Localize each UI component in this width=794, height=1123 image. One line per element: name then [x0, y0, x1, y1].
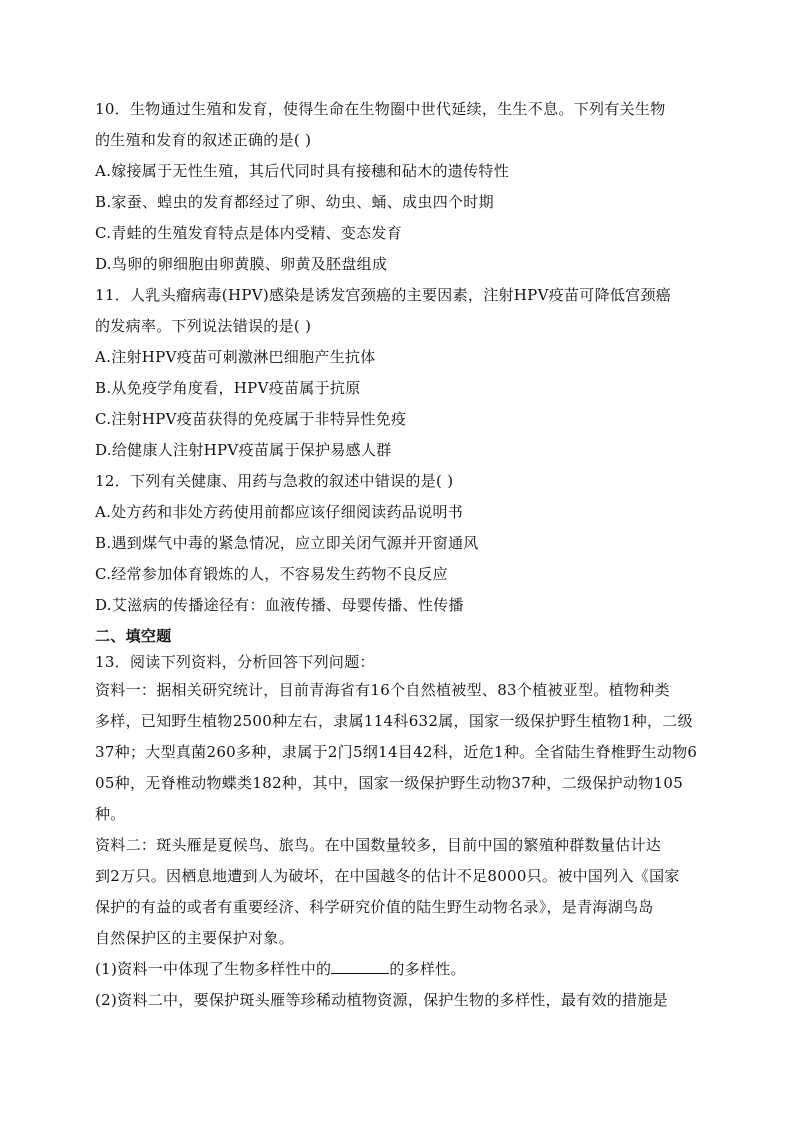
question-11-option-c: C.注射HPV疫苗获得的免疫属于非特异性免疫 — [95, 410, 407, 428]
material-2-line: 到2万只。因栖息地遭到人为破坏，在中国越冬的估计不足8000只。被中国列入《国家 — [95, 867, 680, 885]
question-13-stem: 13．阅读下列资料，分析回答下列问题： — [95, 653, 375, 671]
question-11-stem-line1: 11．人乳头瘤病毒(HPV)感染是诱发宫颈癌的主要因素，注射HPV疫苗可降低宫颈癌 — [95, 286, 672, 304]
question-10-option-c: C.青蛙的生殖发育特点是体内受精、变态发育 — [95, 224, 403, 242]
material-2-line: 保护的有益的或者有重要经济、科学研究价值的陆生野生动物名录》，是青海湖鸟岛 — [95, 898, 654, 916]
material-1 — [95, 675, 705, 830]
question-12-option-c: C.经常参加体育锻炼的人，不容易发生药物不良反应 — [95, 565, 448, 583]
material-2-line: 自然保护区的主要保护对象。 — [95, 929, 294, 947]
question-11-option-b: B.从免疫学角度看，HPV疫苗属于抗原 — [95, 379, 361, 397]
question-12-stem: 12．下列有关健康、用药与急救的叙述中错误的是( ) — [95, 472, 454, 490]
material-1-line: 多样，已知野生植物2500种左右，隶属114科632属，国家一级保护野生植物1种，二级 — [95, 712, 693, 730]
question-11 — [95, 280, 705, 466]
sub-question-2: (2)资料二中，要保护斑头雁等珍稀动植物资源，保护生物的多样性，最有效的措施是 — [95, 991, 668, 1009]
answer-blank[interactable] — [331, 959, 389, 974]
question-12-option-a: A.处方药和非处方药使用前都应该仔细阅读药品说明书 — [95, 503, 464, 521]
question-10-option-b: B.家蚕、蝗虫的发育都经过了卵、幼虫、蛹、成虫四个时期 — [95, 193, 494, 211]
section-title: 二、填空题 — [95, 627, 172, 645]
material-2-line: 资料二：斑头雁是夏候鸟、旅鸟。在中国数量较多，目前中国的繁殖种群数量估计达 — [95, 836, 662, 854]
material-1-line: 资料一：据相关研究统计，目前青海省有16个自然植被型、83个植被亚型。植物种类 — [95, 681, 670, 699]
question-10-option-a: A.嫁接属于无性生殖，其后代同时具有接穗和砧木的遗传特性 — [95, 162, 510, 180]
question-10-stem-line2: 的生殖和发育的叙述正确的是( ) — [95, 131, 312, 149]
sub-question-1-suffix: 的多样性。 — [389, 960, 466, 978]
material-1-line: 05种，无脊椎动物蝶类182种，其中，国家一级保护野生动物37种，二级保护动物105 — [95, 774, 684, 792]
material-2 — [95, 830, 705, 954]
material-1-line: 37种；大型真菌260多种，隶属于2门5纲14目42科，近危1种。全省陆生脊椎野生动物6 — [95, 743, 698, 761]
page-content — [95, 94, 705, 1016]
question-11-stem-line2: 的发病率。下列说法错误的是( ) — [95, 317, 312, 335]
material-1-line: 种。 — [95, 805, 126, 823]
question-12-option-b: B.遇到煤气中毒的紧急情况，应立即关闭气源并开窗通风 — [95, 534, 479, 552]
question-10 — [95, 94, 705, 280]
question-12 — [95, 466, 705, 621]
question-11-option-d: D.给健康人注射HPV疫苗属于保护易感人群 — [95, 441, 392, 459]
sub-question-1-prefix: (1)资料一中体现了生物多样性中的 — [95, 960, 332, 978]
sub-question-1 — [95, 954, 705, 985]
question-12-option-d: D.艾滋病的传播途径有：血液传播、母婴传播、性传播 — [95, 596, 464, 614]
question-10-option-d: D.鸟卵的卵细胞由卵黄膜、卵黄及胚盘组成 — [95, 255, 388, 273]
question-10-stem-line1: 10．生物通过生殖和发育，使得生命在生物圈中世代延续，生生不息。下列有关生物 — [95, 100, 666, 118]
question-11-option-a: A.注射HPV疫苗可刺激淋巴细胞产生抗体 — [95, 348, 376, 366]
